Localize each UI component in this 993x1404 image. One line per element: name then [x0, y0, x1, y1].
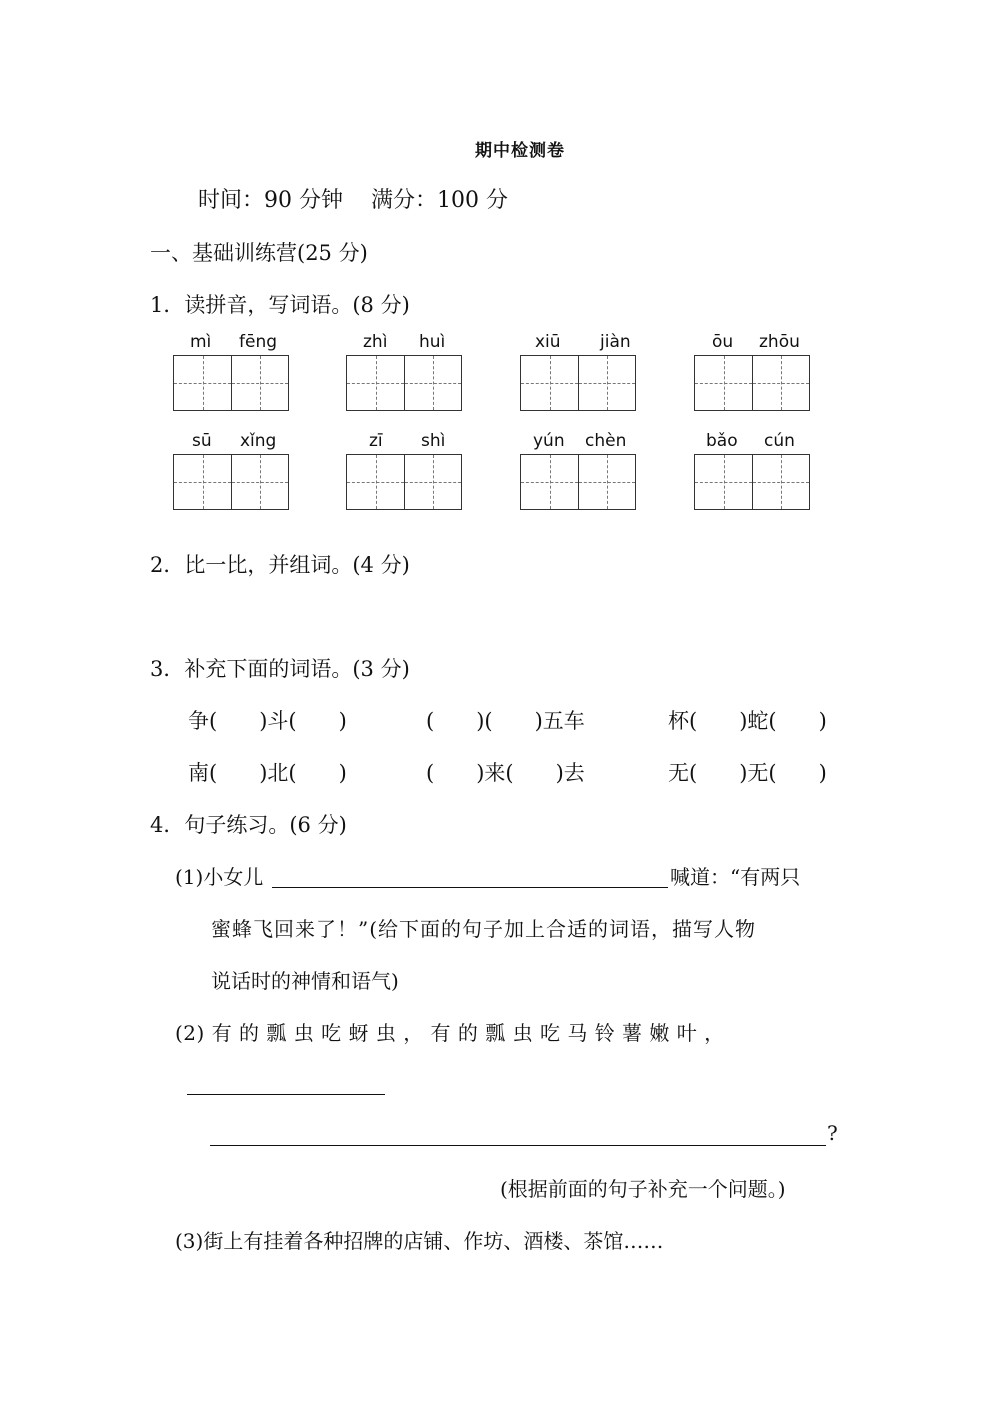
q4-s1-line2: 蜜蜂飞回来了！”(给下面的句子加上合适的词语，描写人物: [211, 917, 757, 941]
pinyin: ōu: [712, 332, 734, 352]
answer-line[interactable]: [272, 862, 668, 888]
pinyin: huì: [419, 332, 446, 352]
pinyin: cún: [764, 431, 795, 451]
pinyin: chèn: [585, 431, 627, 451]
q4-s3-text: (3)街上有挂着各种招牌的店铺、作坊、酒楼、茶馆……: [175, 1229, 664, 1253]
answer-line[interactable]: [210, 1120, 826, 1146]
pinyin: mì: [190, 332, 212, 352]
pinyin: zī: [369, 431, 383, 451]
idiom-blank[interactable]: ( )( )五车: [426, 709, 585, 733]
q4-s1-line3: 说话时的神情和语气): [211, 969, 399, 993]
pinyin: jiàn: [600, 332, 631, 352]
time-limit: 时间：90 分钟: [198, 188, 343, 213]
q3-label: 3．补充下面的词语。(3 分): [150, 657, 410, 681]
writing-grid[interactable]: [694, 454, 810, 510]
page-title: 期中检测卷: [475, 141, 565, 161]
idiom-blank[interactable]: 南( )北( ): [188, 761, 347, 785]
writing-grid[interactable]: [694, 355, 810, 411]
idiom-blank[interactable]: 争( )斗( ): [188, 709, 347, 733]
pinyin: xǐng: [240, 431, 277, 451]
idiom-blank[interactable]: ( )来( )去: [426, 761, 585, 785]
pinyin: yún: [533, 431, 565, 451]
idiom-blank[interactable]: 杯( )蛇( ): [668, 709, 827, 733]
idiom-blank[interactable]: 无( )无( ): [668, 761, 827, 785]
writing-grid[interactable]: [173, 454, 289, 510]
writing-grid[interactable]: [346, 355, 462, 411]
section-1-heading: 一、基础训练营(25 分): [150, 241, 368, 265]
q1-label: 1．读拼音，写词语。(8 分): [150, 293, 410, 317]
writing-grid[interactable]: [520, 454, 636, 510]
answer-line[interactable]: [187, 1070, 385, 1095]
pinyin: shì: [421, 431, 446, 451]
pinyin: fēng: [239, 332, 278, 352]
q2-label: 2．比一比，并组词。(4 分): [150, 553, 410, 577]
question-mark: ?: [827, 1121, 838, 1145]
exam-meta: [198, 183, 508, 214]
pinyin: zhōu: [759, 332, 800, 352]
q4-s2-text: (2) 有 的 瓢 虫 吃 蚜 虫 ， 有 的 瓢 虫 吃 马 铃 薯 嫩 叶 ，: [175, 1021, 725, 1045]
writing-grid[interactable]: [346, 454, 462, 510]
writing-grid[interactable]: [520, 355, 636, 411]
pinyin: sū: [192, 431, 212, 451]
full-score: 满分：100 分: [370, 188, 508, 213]
pinyin: xiū: [535, 332, 561, 352]
pinyin: bǎo: [706, 431, 738, 451]
q4-s2-note: (根据前面的句子补充一个问题。): [500, 1177, 786, 1201]
q4-s1-prefix: (1)小女儿: [175, 865, 264, 889]
q4-s1-suffix: 喊道：“有两只: [670, 865, 801, 889]
q4-label: 4．句子练习。(6 分): [150, 813, 347, 837]
pinyin: zhì: [363, 332, 388, 352]
writing-grid[interactable]: [173, 355, 289, 411]
